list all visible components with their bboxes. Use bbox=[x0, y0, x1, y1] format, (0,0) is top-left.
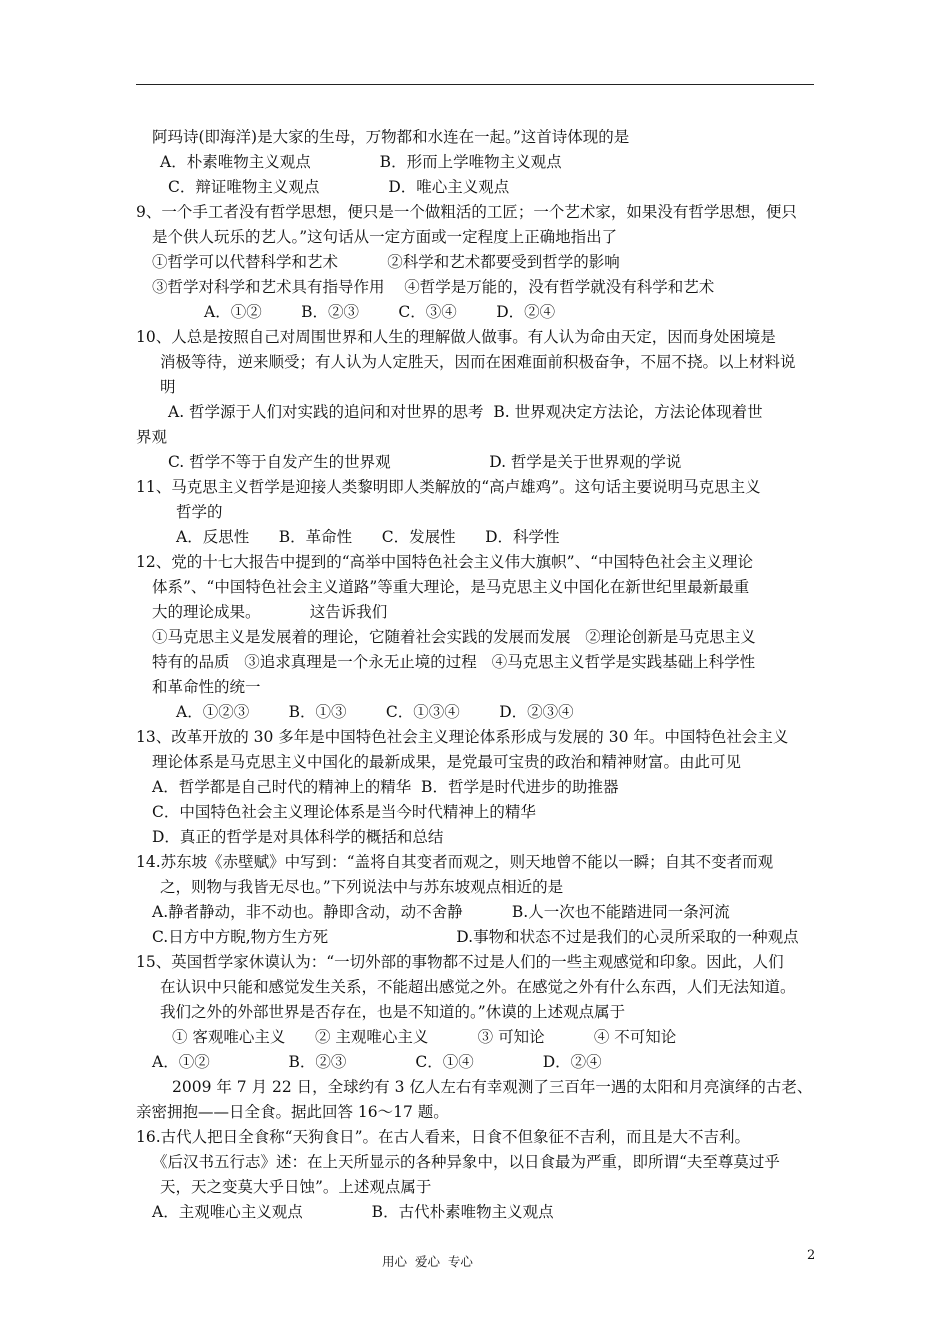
question-12: 12、党的十七大报告中提到的“高举中国特色社会主义伟大旗帜”、“中国特色社会主义理论 bbox=[136, 553, 753, 571]
option-line: C. 哲学不等于自发产生的世界观 D. 哲学是关于世界观的学说 bbox=[168, 453, 682, 471]
statement-line: ①哲学可以代替科学和艺术 ②科学和艺术都要受到哲学的影响 bbox=[152, 253, 620, 271]
text-line: 天，天之变莫大乎日蚀”。上述观点属于 bbox=[160, 1178, 432, 1196]
text-line: 在认识中只能和感觉发生关系，不能超出感觉之外。在感觉之外有什么东西，人们无法知道。 bbox=[160, 978, 796, 996]
option-line: C．中国特色社会主义理论体系是当今时代精神上的精华 bbox=[152, 803, 536, 821]
option-line: C．辩证唯物主义观点 D．唯心主义观点 bbox=[168, 178, 510, 196]
option-line: A．反思性 B．革命性 C．发展性 D．科学性 bbox=[176, 528, 560, 546]
header-rule bbox=[136, 84, 814, 85]
text-line: 我们之外的外部世界是否存在，也是不知道的。”休谟的上述观点属于 bbox=[160, 1003, 626, 1021]
statement-line: ①马克思主义是发展着的理论，它随着社会实践的发展而发展 ②理论创新是马克思主义 bbox=[152, 628, 756, 646]
question-14: 14.苏东坡《赤壁赋》中写到：“盖将自其变者而观之，则天地曾不能以一瞬；自其不变者而观 bbox=[136, 853, 774, 871]
text-line: 哲学的 bbox=[176, 503, 223, 521]
option-line: A．朴素唯物主义观点 B．形而上学唯物主义观点 bbox=[160, 153, 562, 171]
text-line: 大的理论成果。 这告诉我们 bbox=[152, 603, 388, 621]
text-line: 消极等待，逆来顺受；有人认为人定胜天，因而在困难面前积极奋争，不屈不挠。以上材料说 bbox=[160, 353, 796, 371]
option-line: A．①② B．②③ C．①④ D．②④ bbox=[152, 1053, 602, 1071]
text-line: 亲密拥抱——日全食。据此回答 16～17 题。 bbox=[136, 1103, 449, 1121]
text-line: 阿玛诗(即海洋)是大家的生母，万物都和水连在一起。”这首诗体现的是 bbox=[152, 128, 630, 146]
option-line: A．①②③ B．①③ C．①③④ D．②③④ bbox=[176, 703, 574, 721]
option-line: A．主观唯心主义观点 B．古代朴素唯物主义观点 bbox=[152, 1203, 554, 1221]
question-10: 10、人总是按照自己对周围世界和人生的理解做人做事。有人认为命由天定，因而身处困境是 bbox=[136, 328, 776, 346]
text-line: 之，则物与我皆无尽也。”下列说法中与苏东坡观点相近的是 bbox=[160, 878, 564, 896]
statement-line: ③哲学对科学和艺术具有指导作用 ④哲学是万能的，没有哲学就没有科学和艺术 bbox=[152, 278, 715, 296]
passage-intro: 2009 年 7 月 22 日，全球约有 3 亿人左右有幸观测了三百年一遇的太阳和月亮演绎的古老、 bbox=[172, 1078, 813, 1096]
statement-line: ① 客观唯心主义 ② 主观唯心主义 ③ 可知论 ④ 不可知论 bbox=[172, 1028, 677, 1046]
question-15: 15、英国哲学家休谟认为：“一切外部的事物都不过是人们的一些主观感觉和印象。因此，人们 bbox=[136, 953, 784, 971]
option-line: C.日方中方睨,物方生方死 D.事物和状态不过是我们的心灵所采取的一种观点 bbox=[152, 928, 799, 946]
question-11: 11、马克思主义哲学是迎接人类黎明即人类解放的“高卢雄鸡”。这句话主要说明马克思主义 bbox=[136, 478, 761, 496]
option-line: A. 哲学源于人们对实践的追问和对世界的思考 B. 世界观决定方法论，方法论体现着世 bbox=[168, 403, 763, 421]
option-line: D．真正的哲学是对具体科学的概括和总结 bbox=[152, 828, 444, 846]
option-line: A．①② B．②③ C．③④ D．②④ bbox=[204, 303, 556, 321]
text-line: 理论体系是马克思主义中国化的最新成果，是党最可宝贵的政治和精神财富。由此可见 bbox=[152, 753, 742, 771]
question-16: 16.古代人把日全食称“天狗食日”。在古人看来，日食不但象征不吉利，而且是大不吉利。 bbox=[136, 1128, 751, 1146]
option-line: A．哲学都是自己时代的精神上的精华 B．哲学是时代进步的助推器 bbox=[152, 778, 619, 796]
statement-line: 特有的品质 ③追求真理是一个永无止境的过程 ④马克思主义哲学是实践基础上科学性 bbox=[152, 653, 756, 671]
text-line: 体系”、“中国特色社会主义道路”等重大理论，是马克思主义中国化在新世纪里最新最重 bbox=[152, 578, 750, 596]
page-number: 2 bbox=[807, 1248, 816, 1263]
option-line: A.静者静动，非不动也。静即含动，动不舍静 B.人一次也不能踏进同一条河流 bbox=[152, 903, 730, 921]
page-footer: 用心 爱心 专心 bbox=[382, 1254, 473, 1269]
question-13: 13、改革开放的 30 多年是中国特色社会主义理论体系形成与发展的 30 年。中国特色社会主义 bbox=[136, 728, 789, 746]
statement-line: 和革命性的统一 bbox=[152, 678, 261, 696]
text-line: 明 bbox=[160, 378, 176, 396]
text-line: 《后汉书五行志》述：在上天所显示的各种异象中，以日食最为严重，即所谓“夫至尊莫过乎 bbox=[152, 1153, 780, 1171]
text-line: 界观 bbox=[136, 428, 168, 446]
question-9: 9、一个手工者没有哲学思想，便只是一个做粗活的工匠；一个艺术家，如果没有哲学思想，便只 bbox=[136, 203, 797, 221]
text-line: 是个供人玩乐的艺人。”这句话从一定方面或一定程度上正确地指出了 bbox=[152, 228, 618, 246]
